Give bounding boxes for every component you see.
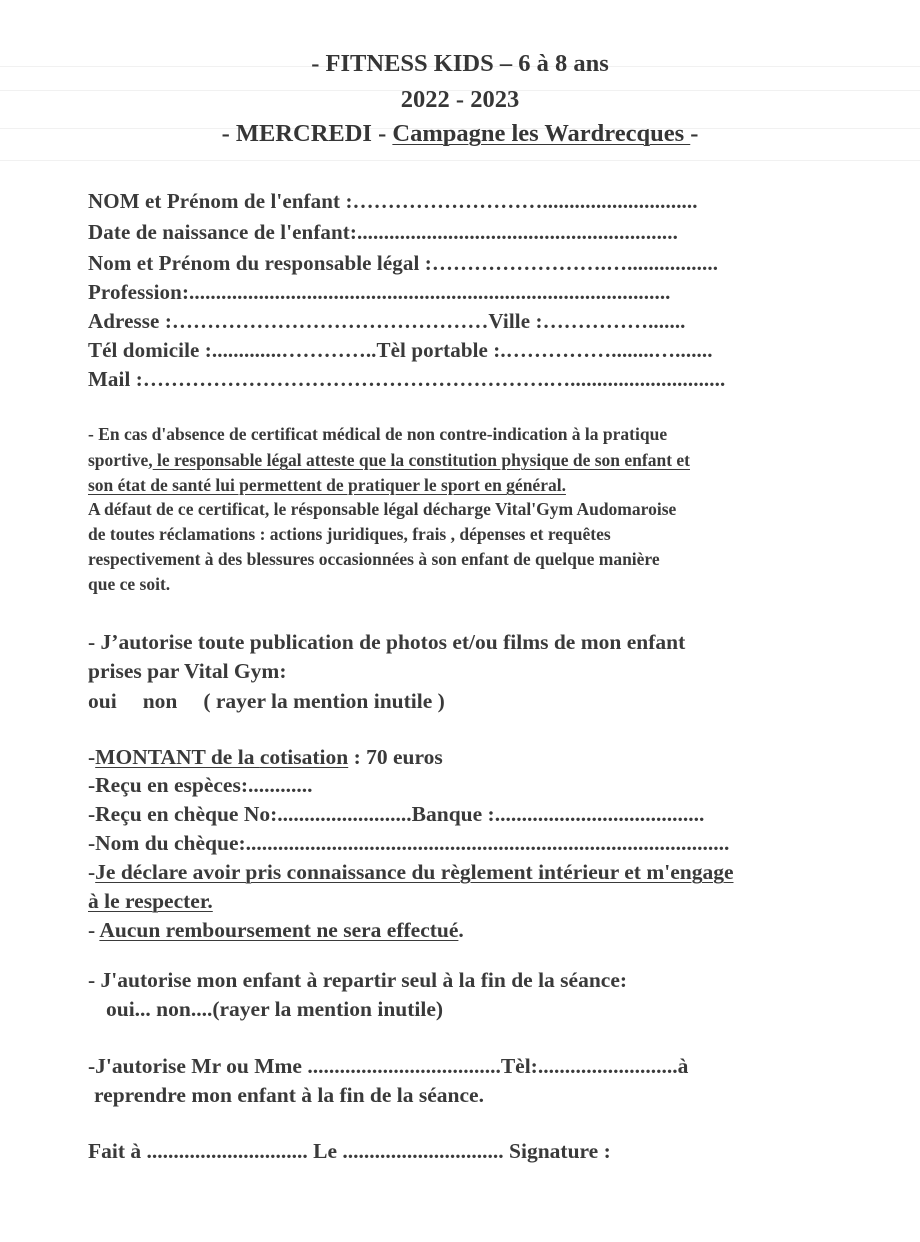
header-season: 2022 - 2023 [400, 86, 520, 113]
fee-dash: - [88, 745, 96, 769]
leave-alone-text: - J'autorise mon enfant à repartir seul à la fin de la séance: [88, 968, 628, 992]
photo-choice-no[interactable]: non [142, 689, 178, 713]
header-place: Campagne les Wardrecques [392, 120, 691, 147]
field-birth-date[interactable]: Date de naissance de l'enfant:............................................................ [88, 220, 678, 244]
certificate-attestation: son état de santé lui permettent de pratiquer le sport en général. [88, 475, 566, 495]
header-title: - FITNESS KIDS – 6 à 8 ans [311, 50, 609, 77]
field-email[interactable]: Mail :………………………………………………….…............................. [88, 367, 726, 391]
scan-artifact [0, 160, 920, 161]
photo-authorization-text: - J’autorise toute publication de photos et/ou films de mon enfant [88, 630, 686, 654]
leave-alone-choice[interactable]: oui... non....(rayer la mention inutile) [106, 997, 444, 1021]
certificate-text-prefix: sportive, [88, 450, 153, 470]
field-guardian-name[interactable]: Nom et Prénom du responsable légal :…………………….…................. [88, 251, 719, 275]
field-address[interactable]: Adresse :………………………………………Ville :……………....... [88, 309, 686, 333]
field-phone[interactable]: Tél domicile :.............…………..Tèl portable :.……………........…....... [88, 338, 713, 362]
field-check-name[interactable]: -Nom du chèque:.......................................................................................... [88, 831, 730, 855]
header-dash: - [690, 120, 699, 147]
no-refund-dash: - [88, 918, 100, 942]
certificate-text: respectivement à des blessures occasionnées à son enfant de quelque manière [88, 549, 660, 569]
field-profession[interactable]: Profession:.......................................................................................... [88, 280, 671, 304]
fee-label-connector: de la [205, 745, 260, 769]
field-child-name[interactable]: NOM et Prénom de l'enfant :………………………............................. [88, 189, 698, 213]
signature-line[interactable]: Fait à .............................. Le .............................. Signature : [88, 1139, 611, 1163]
rules-text: à le respecter. [88, 889, 213, 913]
field-check-number[interactable]: -Reçu en chèque No:.........................Banque :....................................... [88, 802, 705, 826]
header-day: - MERCREDI - [221, 120, 393, 147]
photo-choice-yes[interactable]: oui [88, 689, 117, 713]
photo-authorization-text: prises par Vital Gym: [88, 659, 287, 683]
pickup-person-field[interactable]: -J'autorise Mr ou Mme ....................................Tèl:..........................à [88, 1054, 689, 1078]
field-cash-received[interactable]: -Reçu en espèces:............ [88, 773, 313, 797]
photo-choice-note: ( rayer la mention inutile ) [203, 689, 445, 713]
certificate-text: A défaut de ce certificat, le résponsable légal décharge Vital'Gym Audomaroise [88, 499, 677, 519]
fee-label: MONTANT [95, 745, 206, 769]
pickup-text: reprendre mon enfant à la fin de la séance. [94, 1083, 484, 1107]
fee-label-cotisation: cotisation [259, 745, 349, 769]
rules-acknowledgement [88, 860, 734, 885]
certificate-text: - En cas d'absence de certificat médical de non contre-indication à la pratique [88, 424, 668, 444]
certificate-text: de toutes réclamations : actions juridiques, frais , dépenses et requêtes [88, 524, 611, 544]
no-refund-notice [88, 918, 464, 943]
photo-choice [88, 689, 445, 714]
no-refund-period: . [458, 918, 464, 942]
rules-dash: - [88, 860, 96, 884]
rules-text: Je déclare avoir pris connaissance du règlement intérieur et m'engage [95, 860, 734, 884]
fee-amount [88, 745, 443, 770]
fee-value: : 70 euros [348, 745, 443, 769]
certificate-attestation: le responsable légal atteste que la constitution physique de son enfant et [152, 450, 690, 470]
header-day-location [0, 120, 920, 148]
certificate-text [88, 450, 690, 471]
no-refund-text: Aucun remboursement ne sera effectué [99, 918, 459, 942]
certificate-text: que ce soit. [88, 574, 171, 594]
